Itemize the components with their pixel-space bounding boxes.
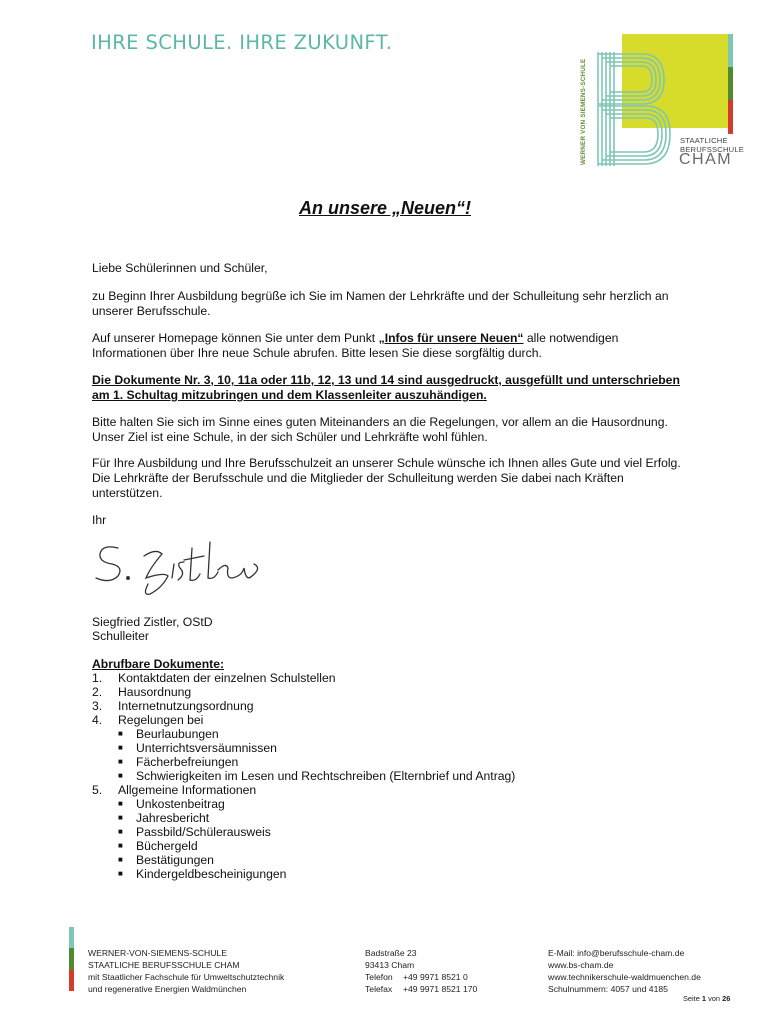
footer-fax xyxy=(365,983,477,995)
page-of: von xyxy=(708,994,721,1003)
footer-school-name: WERNER-VON-SIEMENS-SCHULE xyxy=(88,948,227,958)
footer-school-info xyxy=(88,947,284,995)
logo-line-cham: CHAM xyxy=(679,151,733,168)
sub-item-label: Unkostenbeitrag xyxy=(136,797,225,811)
footer-website[interactable]: www.bs-cham.de xyxy=(548,960,614,970)
list-number: 5. xyxy=(92,783,103,797)
sub-list-item xyxy=(92,839,692,853)
sub-item-label: Beurlaubungen xyxy=(136,727,219,741)
logo-line-berufsschule: BERUFSSCHULE xyxy=(680,145,745,154)
bullet-icon: ■ xyxy=(118,799,123,808)
list-number: 4. xyxy=(92,713,103,727)
letter-title: An unsere „Neuen“! xyxy=(298,198,472,218)
homepage-text-post: alle notwendigen Informationen über Ihre neue Schule abrufen. Bitte lesen Sie diese sorgfältig durch. xyxy=(92,331,619,360)
sub-list-item xyxy=(92,741,692,755)
footer-school-location: und regenerative Energien Waldmünchen xyxy=(88,984,247,994)
sub-list-item xyxy=(92,755,692,769)
list-item xyxy=(92,699,692,713)
list-number: 1. xyxy=(92,671,103,685)
phone-number: +49 9971 8521 0 xyxy=(403,972,468,982)
bullet-icon: ■ xyxy=(118,827,123,836)
sub-item-label: Bestätigungen xyxy=(136,853,214,867)
logo-line-staatliche: STAATLICHE xyxy=(680,136,728,145)
homepage-link-infos[interactable]: „Infos für unsere Neuen“ xyxy=(378,331,524,345)
page-number xyxy=(683,994,730,1003)
sub-list-item xyxy=(92,867,692,881)
sub-list-item xyxy=(92,797,692,811)
sub-list-item xyxy=(92,769,692,783)
footer-phone xyxy=(365,971,477,983)
sub-item-label: Jahresbericht xyxy=(136,811,210,825)
bullet-icon: ■ xyxy=(118,813,123,822)
homepage-text-pre: Auf unserer Homepage können Sie unter dem Punkt xyxy=(92,331,379,345)
phone-label: Telefon xyxy=(365,972,393,982)
sub-list-item xyxy=(92,853,692,867)
footer-web xyxy=(548,947,701,995)
sub-item-label: Passbild/Schülerausweis xyxy=(136,825,271,839)
bullet-icon: ■ xyxy=(118,729,123,738)
sub-item-label: Kindergeldbescheinigungen xyxy=(136,867,287,881)
footer-website-technikerschule[interactable]: www.technikerschule-waldmuenchen.de xyxy=(548,972,701,982)
greeting: Liebe Schülerinnen und Schüler, xyxy=(92,261,268,275)
page-total: 26 xyxy=(722,994,731,1003)
page-word: Seite xyxy=(683,994,700,1003)
list-item-label: Internetnutzungsordnung xyxy=(118,699,254,713)
footer-school-numbers: Schulnummern: 4057 und 4185 xyxy=(548,984,668,994)
list-number: 3. xyxy=(92,699,103,713)
closing: Ihr xyxy=(92,513,107,527)
list-item-label: Kontaktdaten der einzelnen Schulstellen xyxy=(118,671,336,685)
list-item xyxy=(92,783,692,797)
slogan: IHRE SCHULE. IHRE ZUKUNFT. xyxy=(91,31,393,54)
documents-list xyxy=(92,671,692,881)
bullet-icon: ■ xyxy=(118,771,123,780)
list-item-label: Hausordnung xyxy=(118,685,192,699)
list-item xyxy=(92,713,692,727)
list-item xyxy=(92,671,692,685)
paragraph-homepage xyxy=(92,331,692,361)
footer-school-fachschule: mit Staatlicher Fachschule für Umweltschutztechnik xyxy=(88,972,285,982)
list-item xyxy=(92,685,692,699)
paragraph-welcome: zu Beginn Ihrer Ausbildung begrüße ich Sie im Namen der Lehrkräfte und der Schulleitung sehr herzlich an unserer Berufsschule. xyxy=(92,289,669,318)
fax-number: +49 9971 8521 170 xyxy=(403,984,478,994)
sub-item-label: Büchergeld xyxy=(136,839,198,853)
list-item-label: Regelungen bei xyxy=(118,713,204,727)
sub-list-item xyxy=(92,811,692,825)
footer-street: Badstraße 23 xyxy=(365,948,417,958)
sub-item-label: Unterrichtsversäumnissen xyxy=(136,741,277,755)
signer-role: Schulleiter xyxy=(92,629,149,643)
sub-list-item xyxy=(92,825,692,839)
bullet-icon: ■ xyxy=(118,869,123,878)
footer-color-bar xyxy=(69,927,74,991)
sub-item-label: Fächerbefreiungen xyxy=(136,755,239,769)
sub-list-item xyxy=(92,727,692,741)
paragraph-required-documents: Die Dokumente Nr. 3, 10, 11a oder 11b, 12, 13 und 14 sind ausgedruckt, ausgefüllt und unterschrieben am 1. Schultag mitzubringen und dem Klassenleiter auszuhändigen. xyxy=(92,373,680,402)
list-item-label: Allgemeine Informationen xyxy=(118,783,257,797)
sub-item-label: Schwierigkeiten im Lesen und Rechtschreiben (Elternbrief und Antrag) xyxy=(136,769,516,783)
bullet-icon: ■ xyxy=(118,841,123,850)
footer-email[interactable]: E-Mail: info@berufsschule-cham.de xyxy=(548,948,685,958)
bullet-icon: ■ xyxy=(118,757,123,766)
documents-heading: Abrufbare Dokumente: xyxy=(92,657,225,671)
signer-name: Siegfried Zistler, OStD xyxy=(92,615,213,629)
paragraph-wishes: Für Ihre Ausbildung und Ihre Berufsschulzeit an unserer Schule wünsche ich Ihnen alles Gute und viel Erfolg. Die Lehrkräfte der Berufsschule und die Mitglieder der Schulleitung werden Sie dabei nach Kräften unterstützen. xyxy=(92,456,681,500)
bullet-icon: ■ xyxy=(118,743,123,752)
footer-school-type: STAATLICHE BERUFSSCHULE CHAM xyxy=(88,960,240,970)
page-current: 1 xyxy=(701,994,707,1003)
logo-vertical-text: WERNER VON SIEMENS-SCHULE xyxy=(580,58,587,165)
footer-contact xyxy=(365,947,477,995)
fax-label: Telefax xyxy=(365,984,393,994)
bullet-icon: ■ xyxy=(118,855,123,864)
footer-city: 93413 Cham xyxy=(365,960,415,970)
paragraph-rules: Bitte halten Sie sich im Sinne eines guten Miteinanders an die Regelungen, vor allem an die Hausordnung. Unser Ziel ist eine Schule, in der sich Schüler und Lehrkräfte wohl fühlen. xyxy=(92,415,668,444)
list-number: 2. xyxy=(92,685,103,699)
signature xyxy=(92,538,272,598)
